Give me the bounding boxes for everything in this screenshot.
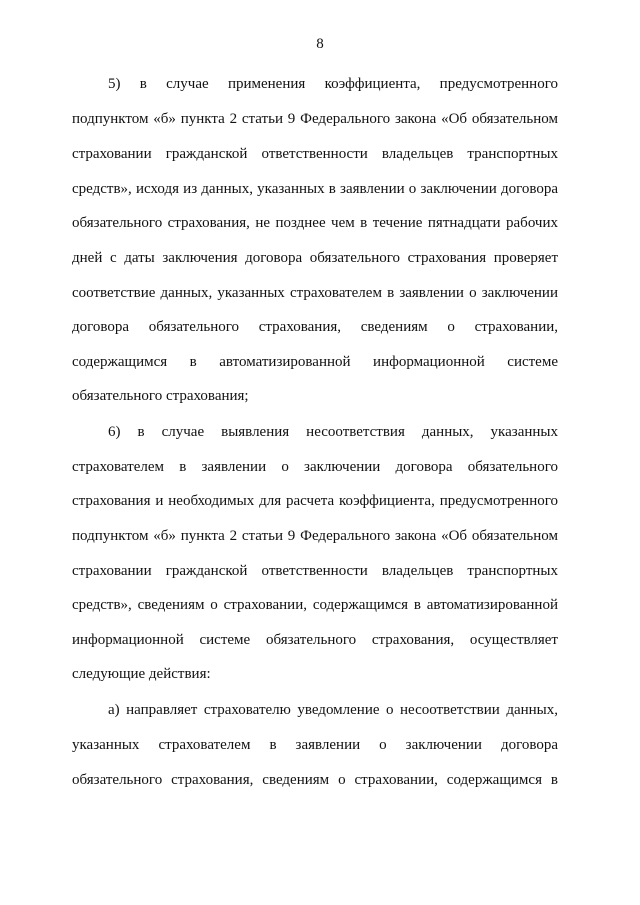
paragraph-5-line-8: договора обязательного страхования, сведениям о страховании, — [72, 319, 558, 335]
paragraph-6-line-3: страхования и необходимых для расчета коэффициента, предусмотренного — [72, 493, 558, 509]
paragraph-5-line-7: соответствие данных, указанных страхователем в заявлении о заключении — [72, 285, 558, 301]
page-number: 8 — [316, 36, 324, 52]
paragraph-5-line-4: средств», исходя из данных, указанных в заявлении о заключении договора — [72, 181, 558, 197]
paragraph-5-line-3: страховании гражданской ответственности владельцев транспортных — [72, 146, 558, 162]
paragraph-5-line-6: дней с даты заключения договора обязательного страхования проверяет — [72, 250, 558, 266]
paragraph-6a-line-2: указанных страхователем в заявлении о заключении договора — [72, 737, 558, 753]
paragraph-6a-line-1: а) направляет страхователю уведомление о несоответствии данных, — [108, 702, 558, 718]
paragraph-5-line-9: содержащимся в автоматизированной информационной системе — [72, 354, 558, 370]
paragraph-6-line-8: следующие действия: — [72, 666, 211, 682]
paragraph-6-line-1: 6) в случае выявления несоответствия данных, указанных — [108, 424, 558, 440]
paragraph-5-line-10: обязательного страхования; — [72, 388, 249, 404]
paragraph-6-line-6: средств», сведениям о страховании, содержащимся в автоматизированной — [72, 597, 558, 613]
paragraph-5-line-5: обязательного страхования, не позднее чем в течение пятнадцати рабочих — [72, 215, 558, 231]
paragraph-6-line-4: подпунктом «б» пункта 2 статьи 9 Федерального закона «Об обязательном — [72, 528, 558, 544]
paragraph-6-line-7: информационной системе обязательного страхования, осуществляет — [72, 632, 558, 648]
paragraph-5-line-2: подпунктом «б» пункта 2 статьи 9 Федерального закона «Об обязательном — [72, 111, 558, 127]
paragraph-6-line-2: страхователем в заявлении о заключении договора обязательного — [72, 459, 558, 475]
paragraph-6a-line-3: обязательного страхования, сведениям о страховании, содержащимся в — [72, 772, 558, 788]
paragraph-6-line-5: страховании гражданской ответственности владельцев транспортных — [72, 563, 558, 579]
paragraph-5-line-1: 5) в случае применения коэффициента, предусмотренного — [108, 76, 558, 92]
